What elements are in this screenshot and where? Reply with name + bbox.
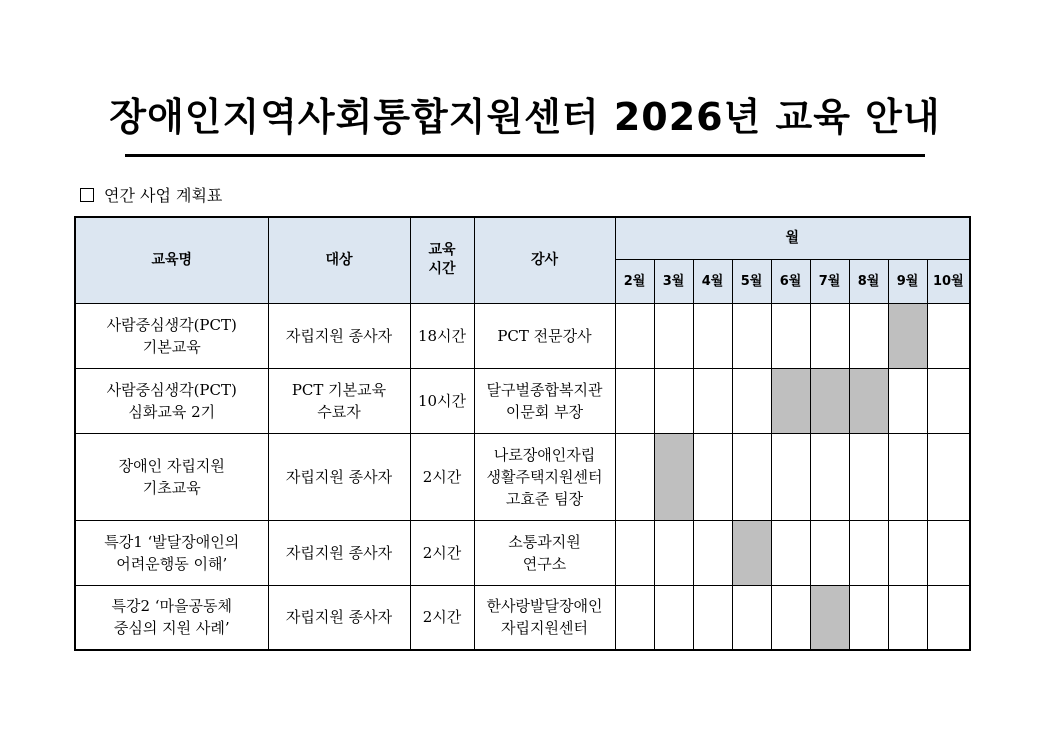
month-header: 5월: [732, 259, 771, 303]
month-cell: [654, 303, 693, 368]
course-name-cell: 특강2 ‘마을공동체 중심의 지원 사례’: [75, 585, 268, 650]
section-label: 연간 사업 계획표: [104, 186, 223, 205]
title-underline: [125, 154, 925, 157]
header-name: 교육명: [75, 217, 268, 303]
month-cell: [615, 585, 654, 650]
month-cell: [732, 433, 771, 520]
instructor-cell: 달구벌종합복지관 이문회 부장: [474, 368, 615, 433]
month-cell: [888, 368, 927, 433]
hours-cell: 2시간: [410, 585, 474, 650]
month-cell: [654, 585, 693, 650]
month-cell: [693, 520, 732, 585]
header-hours: 교육 시간: [410, 217, 474, 303]
month-cell: [771, 585, 810, 650]
month-cell: [888, 585, 927, 650]
month-header: 3월: [654, 259, 693, 303]
target-cell: 자립지원 종사자: [268, 520, 410, 585]
month-cell: [849, 520, 888, 585]
month-cell: [927, 433, 970, 520]
month-header: 7월: [810, 259, 849, 303]
month-cell-scheduled: [732, 520, 771, 585]
month-cell-scheduled: [654, 433, 693, 520]
month-cell: [810, 433, 849, 520]
checkbox-square-icon: [80, 188, 94, 202]
month-cell: [693, 433, 732, 520]
hours-cell: 2시간: [410, 520, 474, 585]
month-cell: [771, 520, 810, 585]
section-heading: [80, 184, 222, 208]
target-cell: 자립지원 종사자: [268, 433, 410, 520]
instructor-cell: 소통과지원 연구소: [474, 520, 615, 585]
month-header: 9월: [888, 259, 927, 303]
instructor-cell: 나로장애인자립 생활주택지원센터 고효준 팀장: [474, 433, 615, 520]
month-cell: [615, 520, 654, 585]
month-cell: [615, 433, 654, 520]
month-cell: [771, 433, 810, 520]
month-cell: [732, 585, 771, 650]
month-cell: [615, 368, 654, 433]
target-cell: PCT 기본교육 수료자: [268, 368, 410, 433]
header-instructor: 강사: [474, 217, 615, 303]
course-name-cell: 사람중심생각(PCT) 기본교육: [75, 303, 268, 368]
month-cell: [732, 303, 771, 368]
month-cell: [927, 368, 970, 433]
header-target: 대상: [268, 217, 410, 303]
table-row: [75, 303, 970, 368]
header-month-group: 월: [615, 217, 970, 259]
hours-cell: 10시간: [410, 368, 474, 433]
month-cell: [693, 368, 732, 433]
month-cell: [693, 585, 732, 650]
instructor-cell: PCT 전문강사: [474, 303, 615, 368]
month-cell-scheduled: [810, 368, 849, 433]
month-cell: [927, 585, 970, 650]
month-cell: [927, 303, 970, 368]
month-header: 4월: [693, 259, 732, 303]
course-name-cell: 특강1 ‘발달장애인의 어려운행동 이해’: [75, 520, 268, 585]
hours-cell: 2시간: [410, 433, 474, 520]
month-cell: [732, 368, 771, 433]
table-row: [75, 368, 970, 433]
annual-plan-table: [74, 216, 971, 651]
month-cell: [888, 433, 927, 520]
target-cell: 자립지원 종사자: [268, 303, 410, 368]
month-cell-scheduled: [771, 368, 810, 433]
course-name-cell: 장애인 자립지원 기초교육: [75, 433, 268, 520]
header-row-top: [75, 217, 970, 259]
month-cell: [654, 368, 693, 433]
month-cell: [810, 520, 849, 585]
month-cell-scheduled: [888, 303, 927, 368]
month-header: 8월: [849, 259, 888, 303]
table-row: [75, 585, 970, 650]
hours-cell: 18시간: [410, 303, 474, 368]
month-header: 6월: [771, 259, 810, 303]
table-body: [75, 303, 970, 650]
month-cell: [654, 520, 693, 585]
month-cell-scheduled: [849, 368, 888, 433]
page-title: 장애인지역사회통합지원센터 2026년 교육 안내: [109, 95, 941, 139]
table-row: [75, 520, 970, 585]
table-row: [75, 433, 970, 520]
month-cell: [849, 303, 888, 368]
month-cell-scheduled: [810, 585, 849, 650]
month-header: 10월: [927, 259, 970, 303]
month-cell: [693, 303, 732, 368]
course-name-cell: 사람중심생각(PCT) 심화교육 2기: [75, 368, 268, 433]
month-cell: [927, 520, 970, 585]
target-cell: 자립지원 종사자: [268, 585, 410, 650]
instructor-cell: 한사랑발달장애인 자립지원센터: [474, 585, 615, 650]
month-cell: [810, 303, 849, 368]
month-cell: [771, 303, 810, 368]
month-cell: [849, 433, 888, 520]
month-cell: [615, 303, 654, 368]
month-header: 2월: [615, 259, 654, 303]
month-cell: [849, 585, 888, 650]
month-cell: [888, 520, 927, 585]
